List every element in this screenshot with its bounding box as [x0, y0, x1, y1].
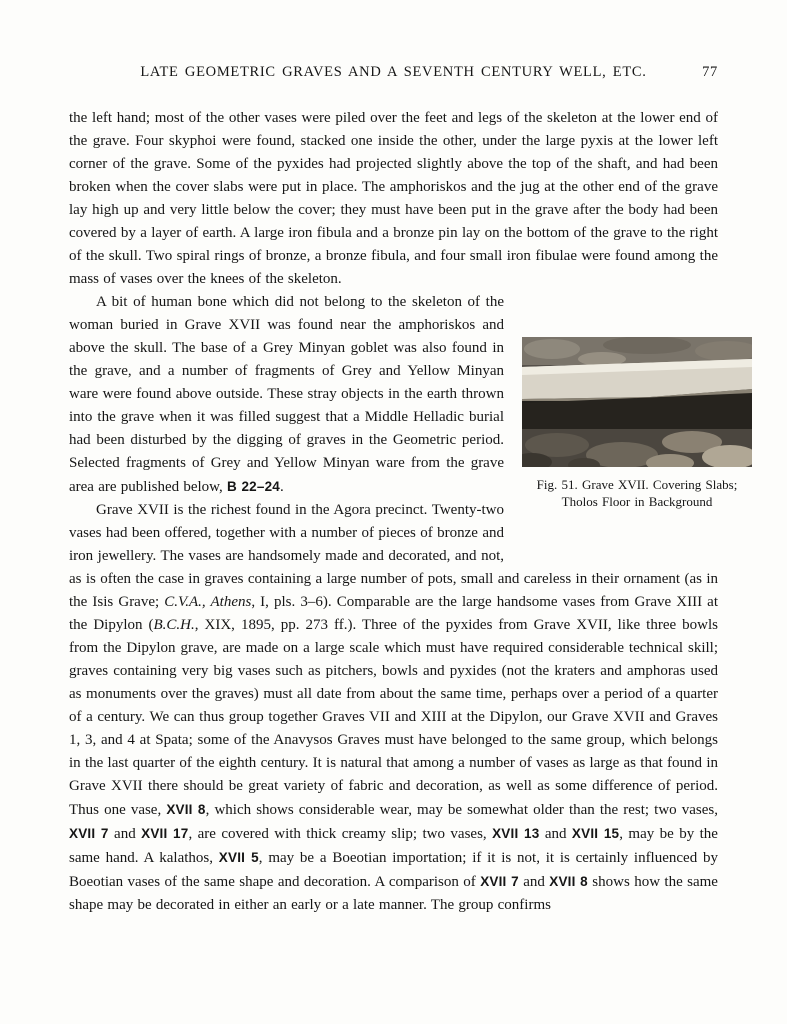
bold-vase-reference: XVII 7 [480, 874, 519, 889]
text-run: and [518, 874, 550, 890]
bold-vase-reference: XVII 7 [69, 826, 109, 841]
page-header [69, 64, 718, 81]
text-run: shows how the same shape may be decorated in either an early or a late manner. The group confirms [69, 874, 718, 913]
text-run: . [280, 479, 284, 495]
running-title: LATE GEOMETRIC GRAVES AND A SEVENTH CENTURY WELL, ETC. [140, 64, 647, 80]
italic-citation: C.V.A., Athens [164, 594, 252, 610]
bold-vase-reference: XVII 8 [166, 802, 206, 817]
body-text [69, 107, 738, 917]
bold-vase-reference: B 22–24 [227, 479, 280, 494]
text-run: A bit of human bone which did not belong to the skeleton of the woman buried in Grave XVII was found near the amphoriskos and above the skull. The base of a Grey Minyan goblet was also found in the grave, and a number of fragments of Grey and Yellow Minyan ware were found above outside. These stray objects in the earth thrown into the grave when it was filled suggest that a Middle Helladic burial had been disturbed by the digging of graves in the Geometric period. Selected fragments of Grey and Yellow Minyan ware from the grave area are published below, [69, 294, 504, 495]
grave-photo [522, 337, 752, 467]
text-run: the left hand; most of the other vases were piled over the feet and legs of the skeleton at the lower end of the grave. Four skyphoi were found, stacked one inside the other, under the large pyxis at the lower left corner of the grave. Some of the pyxides had projected slightly above the top of the shaft, and had been broken when the cover slabs were put in place. The amphoriskos and the jug at the other end of the grave lay high up and very little below the cover; they must have been put in the grave after the body had been covered by a layer of earth. A large iron fibula and a bronze pin lay on the bottom of the grave to the right of the skull. Two spiral rings of bronze, a bronze fibula, and four small iron fibulae were found among the mass of vases over the knees of the skeleton. [69, 110, 718, 287]
text-run: , I, pls. 3–6). Comparable are the large handsome vases from Grave XIII at the Dipylon ( [69, 594, 718, 633]
page-number: 77 [702, 64, 718, 80]
text-run: , which shows considerable wear, may be somewhat older than the rest; two vases, [205, 802, 718, 818]
bold-vase-reference: XVII 13 [492, 826, 540, 841]
bold-vase-reference: XVII 17 [141, 826, 189, 841]
bold-vase-reference: XVII 5 [218, 850, 259, 865]
bold-vase-reference: XVII 15 [571, 826, 620, 841]
bold-vase-reference: XVII 8 [549, 874, 588, 889]
text-run: , XIX, 1895, pp. 273 ff.). Three of the pyxides from Grave XVII, like three bowls from the Dipylon grave, are made on a large scale which must have required considerable technical skill; graves containing very big vases such as pitchers, bowls and pyxides (not the kraters and amphoras used as monuments over the graves) must all date from about the same time, perhaps over a period of a quarter of a century. We can thus group together Graves VII and XIII at the Dipylon, our Grave XVII and Graves 1, 3, and 4 at Spata; some of the Anavysos Graves must have belonged to the same group, which belongs in the last quarter of the eighth century. It is natural that among a number of vases as large as that found in Grave XVII there should be great variety of fabric and decoration, as well as some difference of period. Thus one vase, [69, 617, 718, 818]
paragraph [69, 107, 718, 291]
text-run: , are covered with thick creamy slip; two vases, [188, 826, 493, 842]
text-run: , may be by the same hand. A kalathos, [69, 826, 718, 866]
covering-slabs-image [522, 337, 752, 467]
text-run: , may be a Boeotian importation; if it is not, it is certainly influenced by Boeotian vases of the same shape and decoration. A comparison of [69, 850, 718, 890]
text-run: Grave XVII is the richest found in the Agora precinct. Twenty-two vases had been offered, together with a number of pieces of bronze and iron jewellery. The vases are handsomely made and decorated, and not, as is often the case in graves containing a large number of pots, small and careless in their ornament (as in the Isis Grave; [69, 502, 718, 610]
figure-caption: Fig. 51. Grave XVII. Covering Slabs; Tholos Floor in Background [536, 477, 738, 509]
paragraph [69, 499, 718, 917]
text-run: and [539, 826, 572, 842]
text-run: and [108, 826, 142, 842]
page-content [69, 0, 738, 917]
figure-51 [522, 337, 752, 510]
italic-citation: B.C.H. [153, 617, 195, 633]
paragraph [69, 291, 738, 509]
